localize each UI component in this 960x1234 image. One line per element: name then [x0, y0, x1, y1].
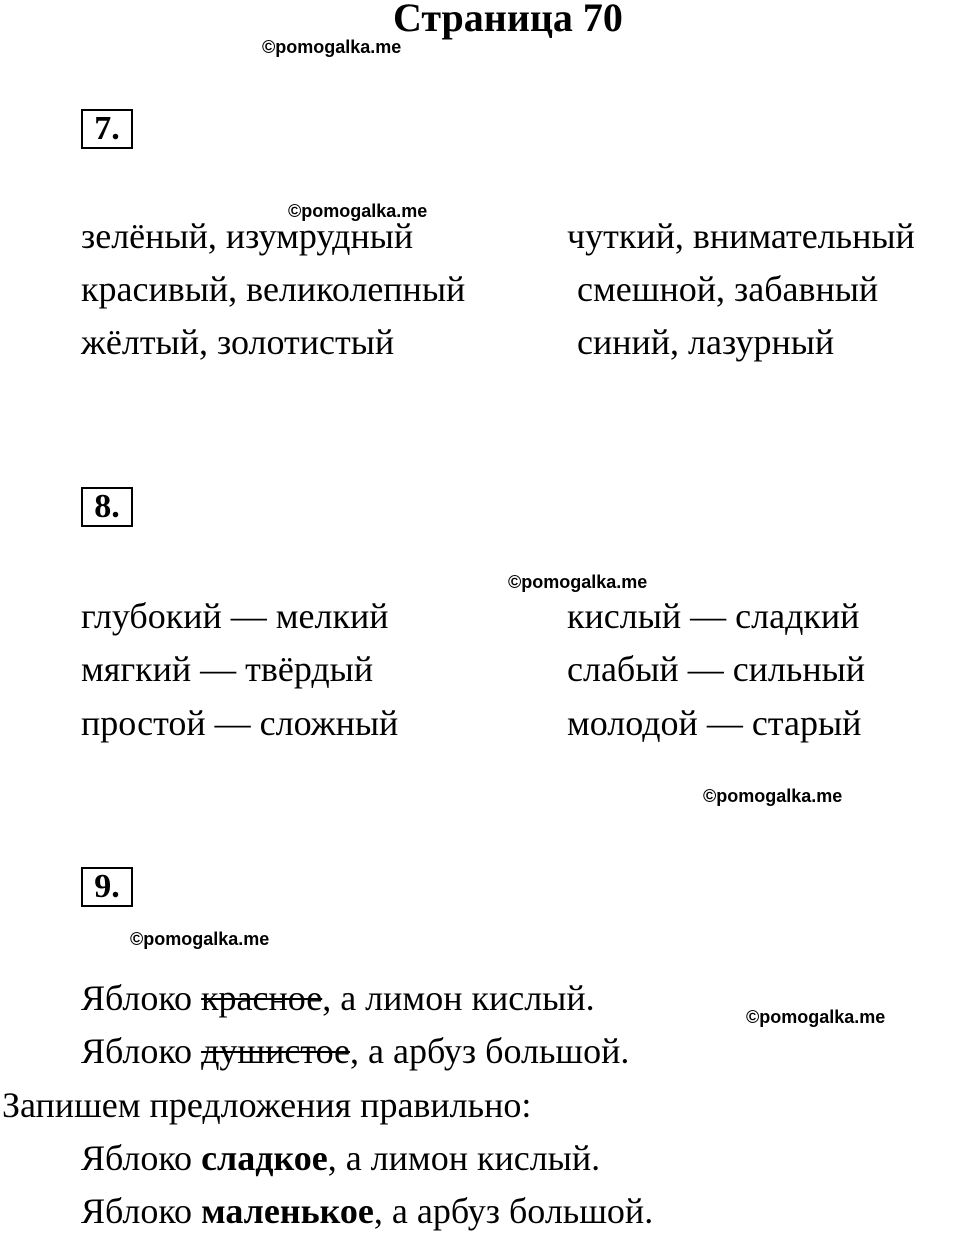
bold-word: маленькое: [201, 1191, 374, 1231]
task-8-right-1: кислый — сладкий: [567, 596, 860, 636]
task-9-corrected-2: [81, 1189, 653, 1233]
task-8-right-3: молодой — старый: [567, 703, 862, 743]
sentence-end: , а арбуз большой.: [350, 1031, 630, 1071]
struck-word: красное: [201, 978, 323, 1018]
task-7-right-2: смешной, забавный: [577, 269, 879, 309]
sentence-end: , а арбуз большой.: [373, 1191, 654, 1231]
task-9-sentence-1: [81, 976, 595, 1020]
sentence-end: , а лимон кислый.: [322, 978, 595, 1018]
watermark: ©pomogalka.me: [288, 201, 428, 221]
task-9-corrected-1: [81, 1136, 600, 1180]
task-7-left-3: жёлтый, золотистый: [81, 322, 395, 362]
sentence-end: , а лимон кислый.: [327, 1138, 601, 1178]
watermark: ©pomogalka.me: [703, 786, 843, 806]
watermark: ©pomogalka.me: [508, 572, 648, 592]
watermark: ©pomogalka.me: [746, 1007, 886, 1027]
task-8-left-1: глубокий — мелкий: [81, 596, 389, 636]
task-8-left-3: простой — сложный: [81, 703, 399, 743]
task-9-instruction: Запишем предложения правильно:: [2, 1085, 532, 1125]
page-title: Страница 70: [393, 0, 623, 40]
task-8-right-2: слабый — сильный: [567, 649, 866, 689]
watermark: ©pomogalka.me: [262, 37, 402, 57]
bold-word: сладкое: [201, 1138, 328, 1178]
task-7-number: 7.: [81, 109, 133, 149]
sentence-start: Яблоко: [81, 978, 202, 1018]
sentence-start: Яблоко: [81, 1191, 202, 1231]
task-7-right-1: чуткий, внимательный: [567, 216, 915, 256]
sentence-start: Яблоко: [81, 1138, 202, 1178]
struck-word: душистое: [201, 1031, 351, 1071]
task-7-left-1: зелёный, изумрудный: [81, 216, 414, 256]
task-9-sentence-2: [81, 1029, 629, 1073]
watermark: ©pomogalka.me: [130, 929, 270, 949]
task-9-number: 9.: [81, 867, 133, 907]
sentence-start: Яблоко: [81, 1031, 202, 1071]
task-7-right-3: синий, лазурный: [577, 322, 835, 362]
task-7-left-2: красивый, великолепный: [81, 269, 466, 309]
task-8-number: 8.: [81, 487, 133, 527]
task-8-left-2: мягкий — твёрдый: [81, 649, 374, 689]
